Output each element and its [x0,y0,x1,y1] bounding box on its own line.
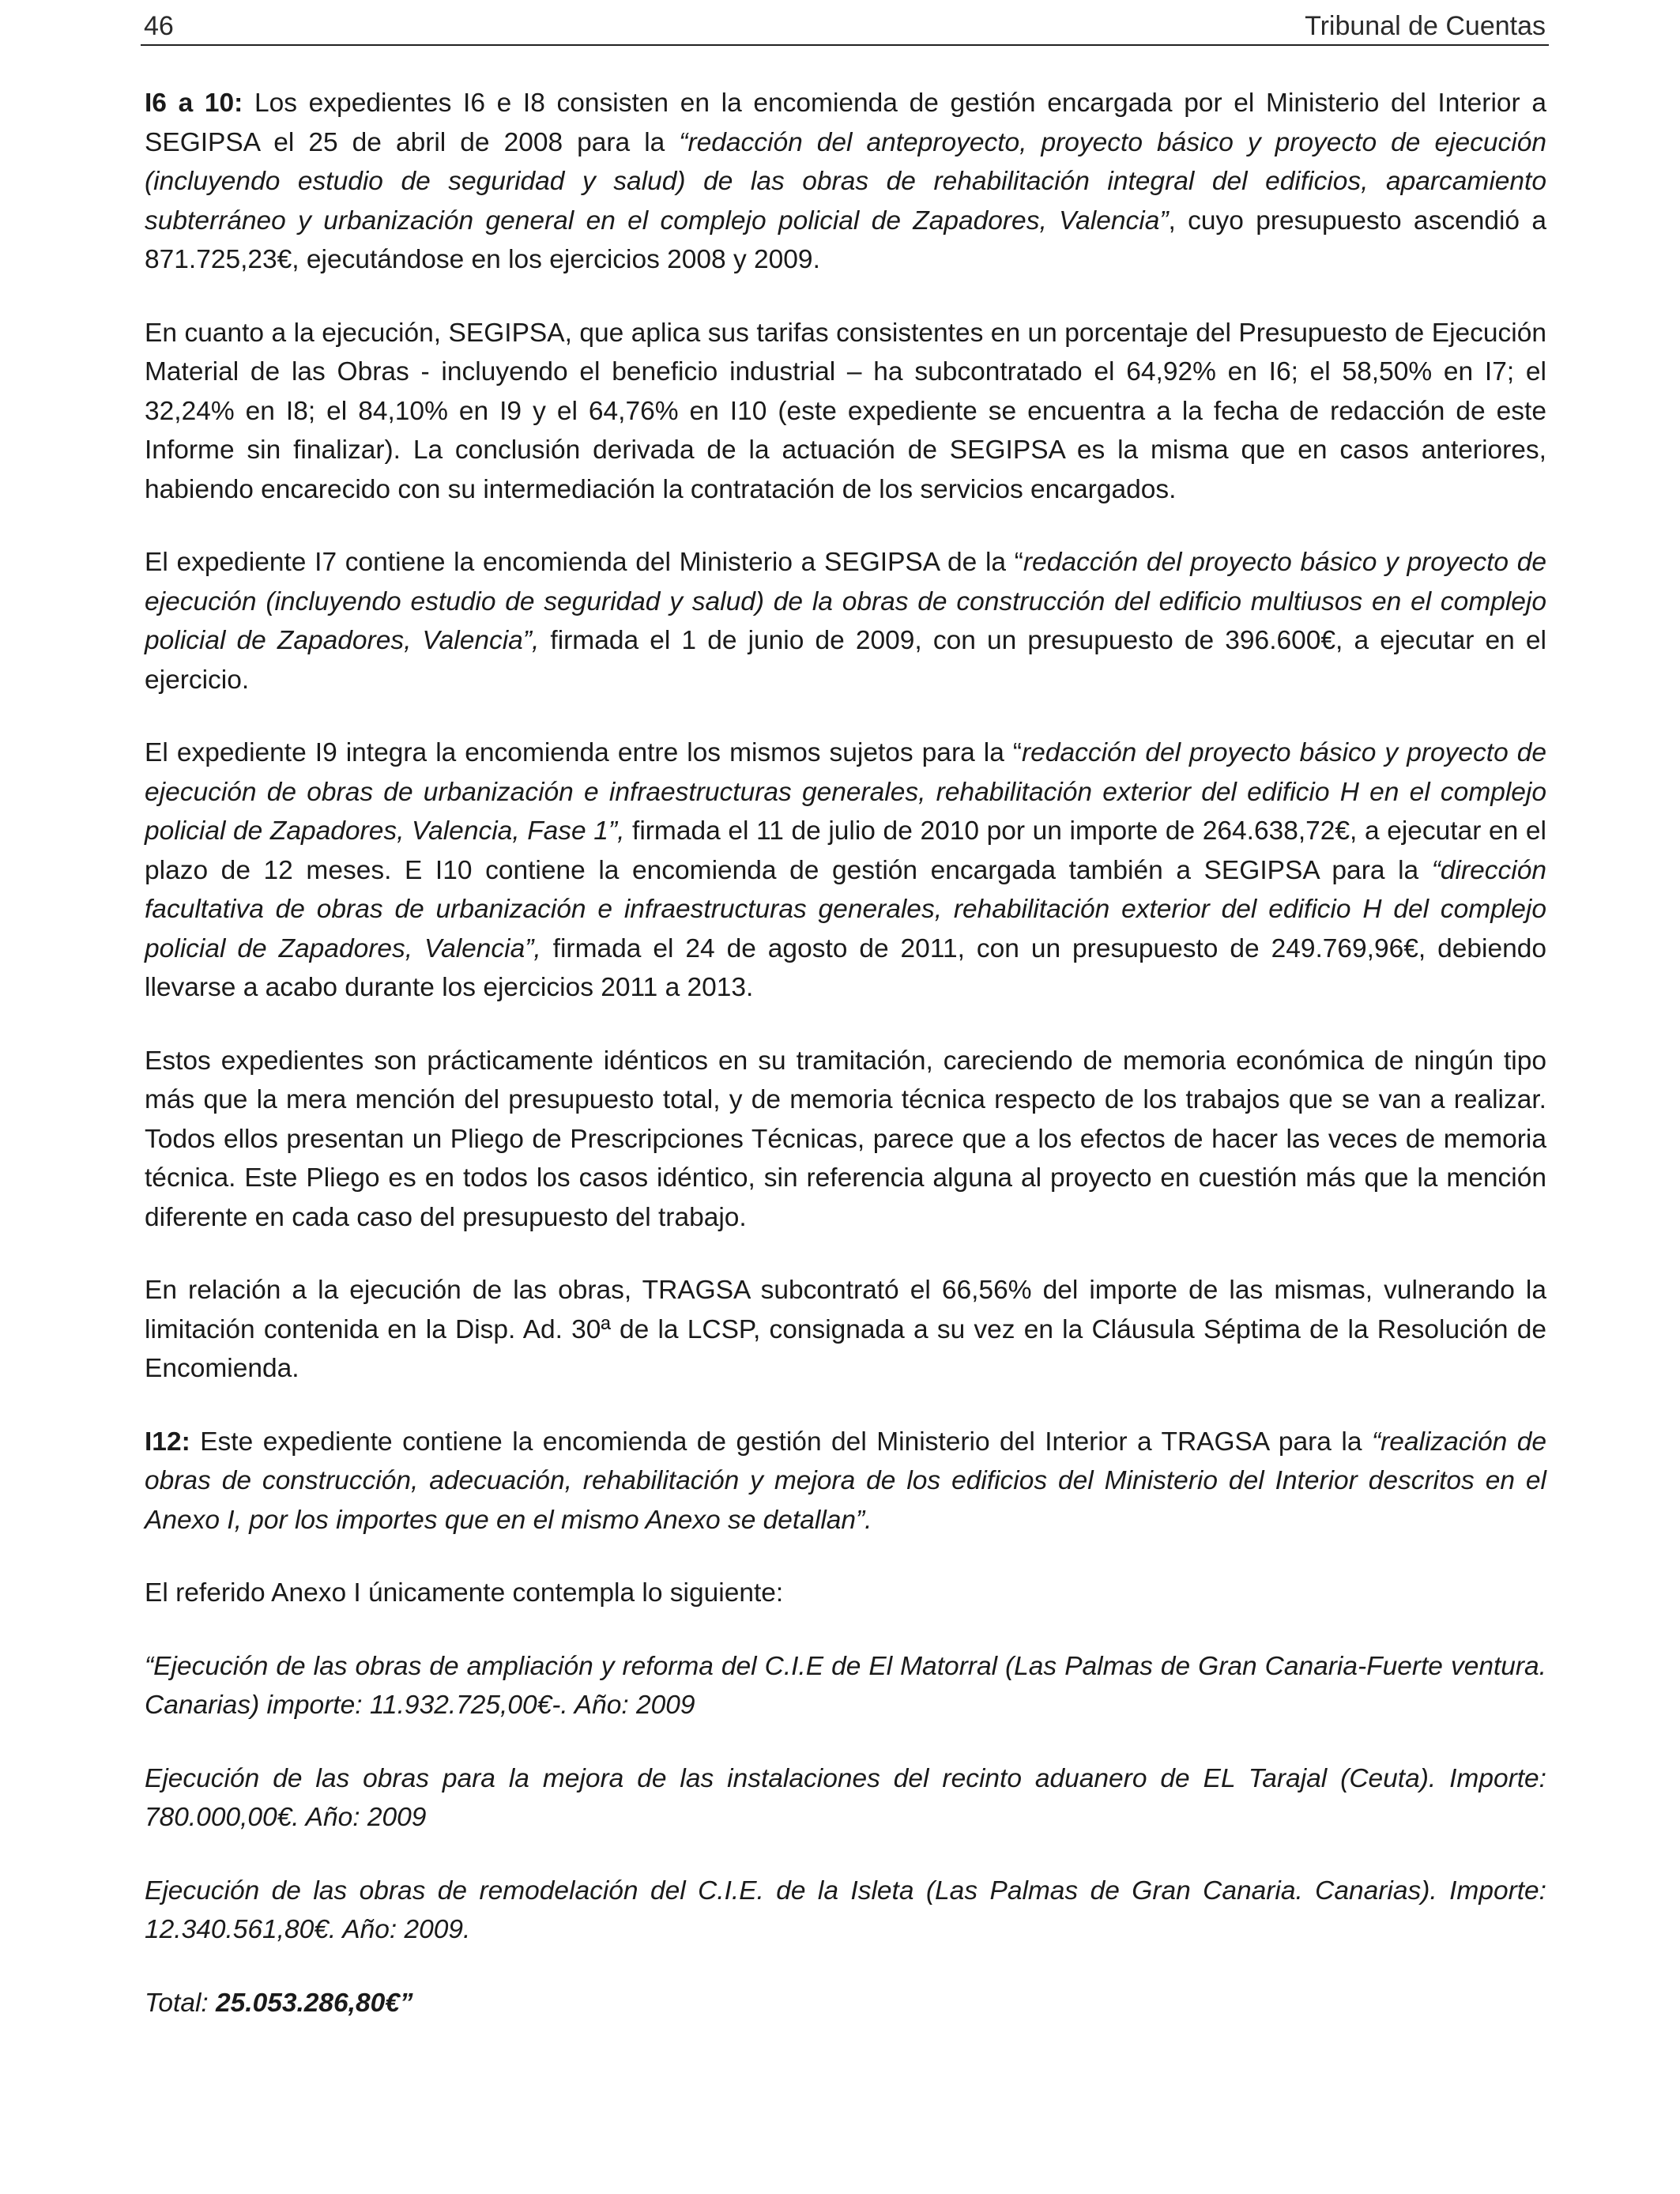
paragraph-i7: El expediente I7 contiene la encomienda del Ministerio a SEGIPSA de la “redacción del proyecto básico y proyecto de ejecución (incluyendo estudio de seguridad y salud) de la obras de construcción del edificio multiusos en el complejo policial de Zapadores, Valencia”, firmada el 1 de junio de 2009, con un presupuesto de 396.600€, a ejecutar en el ejercicio. [145,548,1546,695]
paragraph-label: I12: [145,1427,190,1457]
paragraph-i9-i10: El expediente I9 integra la encomienda entre los mismos sujetos para la “redacción del proyecto básico y proyecto de ejecución de obras de urbanización e infraestructuras generales, rehabilitación exterior del edificio H en el complejo policial de Zapadores, Valencia, Fase 1”, firmada el 11 de julio de 2010 por un importe de 264.638,72€, a ejecutar en el plazo de 12 meses. E I10 contiene la encomienda de gestión encargada también a SEGIPSA para la “dirección facultativa de obras de urbanización e infraestructuras generales, rehabilitación exterior del edificio H del complejo policial de Zapadores, Valencia”, firmada el 24 de agosto de 2011, con un presupuesto de 249.769,96€, debiendo llevarse a acabo durante los ejercicios 2011 a 2013. [145,738,1546,1002]
paragraph-label: I6 a 10: [145,89,243,118]
anexo-item-isleta: Ejecución de las obras de remodelación del C.I.E. de la Isleta (Las Palmas de Gran Canaria. Canarias). Importe: 12.340.561,80€. Año: 2009. [145,1875,1546,1944]
anexo-item-matorral: “Ejecución de las obras de ampliación y reforma del C.I.E de El Matorral (Las Palmas de Gran Canaria-Fuerte ventura. Canarias) importe: 11.932.725,00€-. Año: 2009 [145,1651,1546,1720]
page-header [141,5,1549,46]
running-title: Tribunal de Cuentas [1305,11,1546,41]
paragraph-i6-i10: I6 a 10: Los expedientes I6 e I8 consisten en la encomienda de gestión encargada por el Ministerio del Interior a SEGIPSA el 25 de abril de 2008 para la “redacción del anteproyecto, proyecto básico y proyecto de ejecución (incluyendo estudio de seguridad y salud) de las obras de rehabilitación integral del edificios, aparcamiento subterráneo y urbanización general en el complejo policial de Zapadores, Valencia”, cuyo presupuesto ascendió a 871.725,23€, ejecutándose en los ejercicios 2008 y 2009. [145,89,1546,274]
total-amount: 25.053.286,80€” [216,1988,413,2018]
quoted-text: “realización de obras de construcción, adecuación, rehabilitación y mejora de los edificios del Ministerio del Interior descritos en el Anexo I, por los importes que en el mismo Anexo se detallan”. [145,1427,1546,1535]
paragraph-tragsa-subcontract: En relación a la ejecución de las obras, TRAGSA subcontrató el 66,56% del importe de las mismas, vulnerando la limitación contenida en la Disp. Ad. 30ª de la LCSP, consignada a su vez en la Cláusula Séptima de la Resolución de Encomienda. [145,1276,1546,1383]
quoted-text: “dirección facultativa de obras de urbanización e infraestructuras generales, rehabilitación exterior del edificio H del complejo policial de Zapadores, Valencia”, [145,855,1546,963]
quoted-text: “redacción del anteproyecto, proyecto básico y proyecto de ejecución (incluyendo estudio de seguridad y salud) de las obras de rehabilitación integral del edificios, aparcamiento subterráneo y urbanización general en el complejo policial de Zapadores, Valencia” [145,127,1546,236]
anexo-total: Total: 25.053.286,80€” [145,1988,413,2018]
paragraph-anexo-intro: El referido Anexo I únicamente contempla lo siguiente: [145,1578,784,1608]
paragraph-tramitacion: Estos expedientes son prácticamente idénticos en su tramitación, careciendo de memoria económica de ningún tipo más que la mera mención del presupuesto total, y de memoria técnica respecto de los trabajos que se van a realizar. Todos ellos presentan un Pliego de Prescripciones Técnicas, parece que a los efectos de hacer las veces de memoria técnica. Este Pliego es en todos los casos idéntico, sin referencia alguna al proyecto en cuestión más que la mención diferente en cada caso del presupuesto del trabajo. [145,1046,1546,1232]
paragraph-i12: I12: Este expediente contiene la encomienda de gestión del Ministerio del Interior a TRAGSA para la “realización de obras de construcción, adecuación, rehabilitación y mejora de los edificios del Ministerio del Interior descritos en el Anexo I, por los importes que en el mismo Anexo se detallan”. [145,1427,1546,1535]
anexo-item-tarajal: Ejecución de las obras para la mejora de las instalaciones del recinto aduanero de EL Tarajal (Ceuta). Importe: 780.000,00€. Año: 2009 [145,1763,1546,1832]
quoted-text: redacción del proyecto básico y proyecto de ejecución (incluyendo estudio de seguridad y salud) de la obras de construcción del edificio multiusos en el complejo policial de Zapadores, Valencia”, [145,548,1546,655]
quoted-text: redacción del proyecto básico y proyecto de ejecución de obras de urbanización e infraestructuras generales, rehabilitación exterior del edificio H en el complejo policial de Zapadores, Valencia, Fase 1”, [145,738,1546,846]
paragraph-execution: En cuanto a la ejecución, SEGIPSA, que aplica sus tarifas consistentes en un porcentaje del Presupuesto de Ejecución Material de las Obras - incluyendo el beneficio industrial – ha subcontratado el 64,92% en I6; el 58,50% en I7; el 32,24% en I8; el 84,10% en I9 y el 64,76% en I10 (este expediente se encuentra a la fecha de redacción de este Informe sin finalizar). La conclusión derivada de la actuación de SEGIPSA es la misma que en casos anteriores, habiendo encarecido con su intermediación la contratación de los servicios encargados. [145,318,1546,504]
document-body [145,84,1546,2056]
page-number: 46 [144,11,174,41]
